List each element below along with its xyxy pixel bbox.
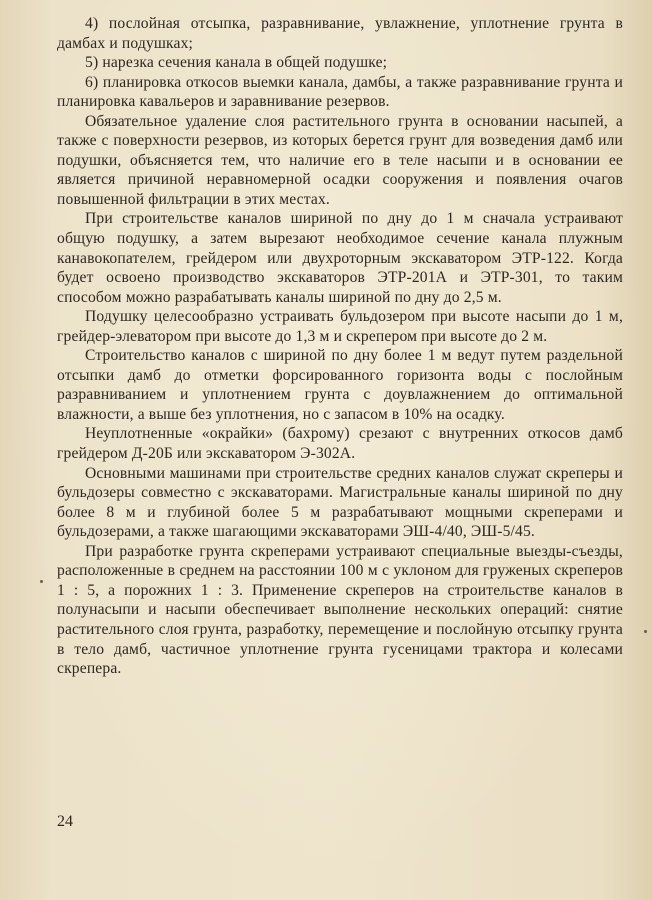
print-speck <box>40 580 43 583</box>
paragraph-list-item-6: 6) планировка откосов выемки канала, дамбы, а также разравнивание грунта и планировка кавальеров и заравнивание резервов. <box>57 73 623 111</box>
print-speck <box>644 630 647 633</box>
body-text <box>57 14 623 679</box>
page-number: 24 <box>57 813 73 830</box>
paragraph-list-item-4: 4) послойная отсыпка, разравнивание, увлажнение, уплотнение грунта в дамбах и подушках; <box>57 15 623 52</box>
paragraph-topsoil-removal: Обязательное удаление слоя растительного грунта в основании насыпей, а также с поверхности резервов, из которых берется грунт для возведения дамб или подушки, объясняется тем, что наличие его в теле насыпи и в основании ее является причиной неравномерной осадки сооружения и появления очагов повышенной фильтрации в этих местах. <box>57 112 623 208</box>
paragraph-scrapers: При разработке грунта скреперами устраивают специальные выезды-съезды, расположенные в среднем на расстоянии 100 м с уклоном для груженых скреперов 1 : 5, а порожних 1 : 3. Применение скреперов на строительстве каналов в полунасыпи и насыпи обеспечивает выполнение нескольких операций: снятие растительного слоя грунта, разработку, перемещение и послойную отсыпку грунта в тело дамб, частичное уплотнение грунта гусеницами трактора и колесами скрепера. <box>57 542 623 678</box>
paragraph-list-item-5: 5) нарезка сечения канала в общей подушке; <box>85 54 388 72</box>
paragraph-wide-canals: Строительство каналов с шириной по дну более 1 м ведут путем раздельной отсыпки дамб до отметки форсированного горизонта воды с послойным разравниванием и уплотнением грунта с доувлажнением до оптимальной влажности, а выше без уплотнения, но с запасом в 10% на осадку. <box>57 347 623 423</box>
paragraph-fringe: Неуплотненные «окрайки» (бахрому) срезают с внутренних откосов дамб грейдером Д-20Б или экскаватором Э-302А. <box>57 425 623 463</box>
paragraph-main-machines: Основными машинами при строительстве средних каналов служат скреперы и бульдозеры совместно с экскаваторами. Магистральные каналы шириной по дну более 8 м и глубиной более 5 м разрабатывают мощными скреперами и бульдозерами, а также шагающими экскаваторами ЭШ-4/40, ЭШ-5/45. <box>57 464 623 541</box>
paragraph-narrow-canals: При строительстве каналов шириной по дну до 1 м сначала устраивают общую подушку, а затем вырезают необходимое сечение канала плужным канавокопателем, грейдером или двухроторным экскаватором ЭТР-122. Когда будет освоено производство экскаваторов ЭТР-201А и ЭТР-301, то таким способом можно разрабатывать каналы шириной по дну до 2,5 м. <box>57 210 623 306</box>
paragraph-cushion: Подушку целесообразно устраивать бульдозером при высоте насыпи до 1 м, грейдер-элеватором при высоте до 1,3 м и скрепером при высоте до 2 м. <box>57 308 623 345</box>
